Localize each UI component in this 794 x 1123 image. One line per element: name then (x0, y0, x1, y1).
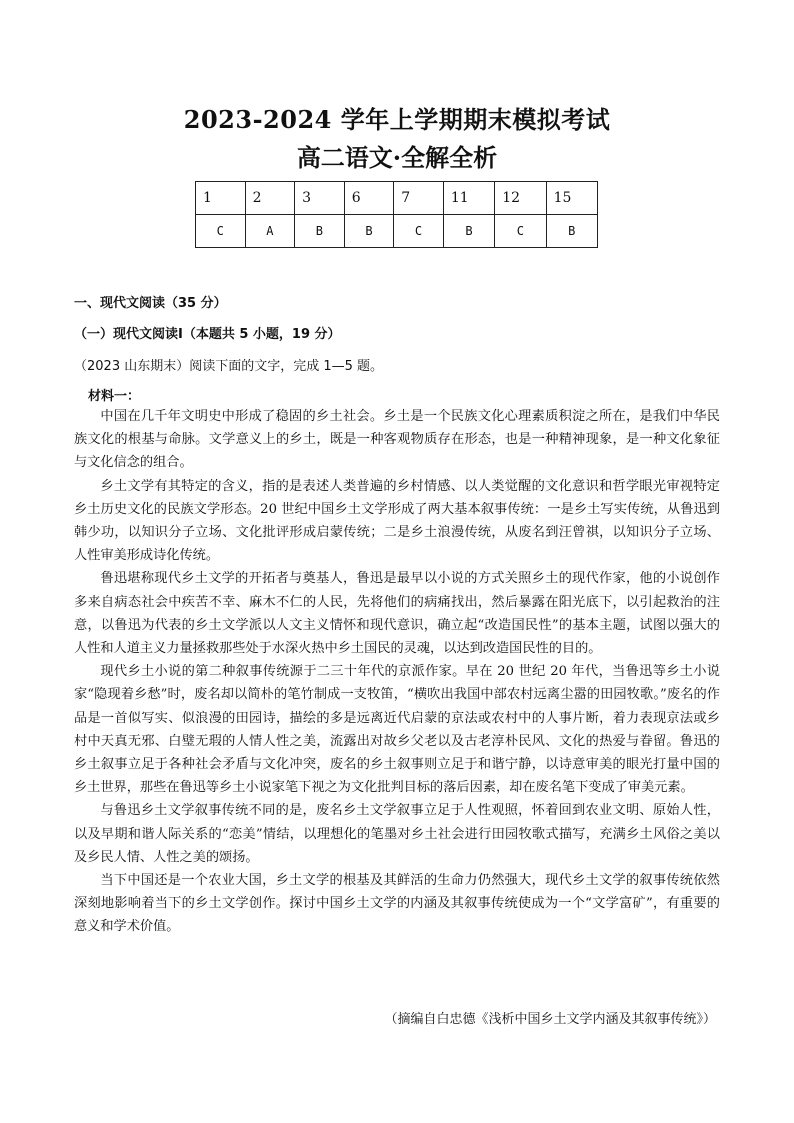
answer-cell: B (344, 215, 394, 248)
passage-paragraph: 现代乡土小说的第二种叙事传统源于二三十年代的京派作家。早在 20 世纪 20 年代，当鲁迅等乡土小说家“隐现着乡愁”时，废名却以简朴的笔竹制成一支牧笛，“横吹出我国中部农村远离尘嚣的田园牧歌。”废名的作品是一首似写实、似浪漫的田园诗，描绘的多是远离近代启蒙的京法或农村中的人事片断，着力表现京法或乡村中天真无邪、白璧无瑕的人情人性之美，流露出对故乡父老以及古老淳朴民风、文化的热爱与眷留。鲁迅的乡土叙事立足于各种社会矛盾与文化冲突，废名的乡土叙事则立足于和谐宁静，以诗意审美的眼光打量中国的乡土世界，那些在鲁迅等乡土小说家笔下视之为文化批判目标的落后因素，却在废名笔下变成了审美元素。 (74, 664, 720, 796)
answer-cell: B (295, 215, 345, 248)
exam-subtitle: 高二语文·全解全析 (296, 143, 498, 172)
answer-cell: A (245, 215, 295, 248)
answer-row (196, 215, 598, 248)
question-number-row (196, 182, 598, 215)
passage-source: （摘编自白忠德《浅析中国乡土文学内涵及其叙事传统》） (384, 1012, 716, 1027)
passage-paragraph: 乡土文学有其特定的含义，指的是表述人类普遍的乡村情感、以人类觉醒的文化意识和哲学眼光审视特定乡土历史文化的民族文学形态。20 世纪中国乡土文学形成了两大基本叙事传统：一是乡土写实传统，从鲁迅到韩少功，以知识分子立场、文化批评形成启蒙传统；二是乡土浪漫传统，从废名到汪曾祺，以知识分子立场、人性审美形成诗化传统。 (74, 478, 720, 564)
material-label: 材料一： (88, 389, 141, 404)
passage-paragraph: 当下中国还是一个农业大国，乡土文学的根基及其鲜活的生命力仍然强大，现代乡土文学的叙事传统依然深刻地影响着当下的乡土文学创作。探讨中国乡土文学的内涵及其叙事传统使成为一个“文学富矿”，有重要的意义和学术价值。 (74, 873, 720, 935)
section-heading: 一、现代文阅读（35 分） (74, 296, 227, 311)
answer-table (195, 181, 598, 248)
passage-paragraph: 中国在几千年文明史中形成了稳固的乡土社会。乡土是一个民族文化心理素质积淀之所在，是我们中华民族文化的根基与命脉。文学意义上的乡土，既是一种客观物质存在形态，也是一种精神现象，是一种文化象征与文化信念的组合。 (74, 409, 720, 471)
answer-cell: C (394, 215, 444, 248)
question-number: 12 (495, 182, 546, 215)
answer-cell: C (196, 215, 246, 248)
reading-instruction: （2023 山东期末）阅读下面的文字，完成 1—5 题。 (74, 359, 384, 374)
question-number: 6 (344, 182, 394, 215)
passage-paragraph: 与鲁迅乡土文学叙事传统不同的是，废名乡土文学叙事立足于人性观照，怀着回到农业文明、原始人性，以及早期和谐人际关系的“恋美”情结，以理想化的笔墨对乡土社会进行田园牧歌式描写，充满乡土风俗之美以及乡民人情、人性之美的颂扬。 (74, 803, 720, 865)
passage-body (74, 405, 720, 939)
answer-cell: C (495, 215, 546, 248)
section-subheading: （一）现代文阅读Ⅰ（本题共 5 小题，19 分） (74, 327, 341, 342)
question-number: 7 (394, 182, 444, 215)
question-number: 2 (245, 182, 295, 215)
exam-title: 2023-2024 学年上学期期末模拟考试 (183, 105, 611, 134)
question-number: 3 (295, 182, 345, 215)
answer-cell: B (443, 215, 494, 248)
answer-cell: B (546, 215, 597, 248)
question-number: 15 (546, 182, 597, 215)
question-number: 11 (443, 182, 494, 215)
passage-paragraph: 鲁迅堪称现代乡土文学的开拓者与奠基人，鲁迅是最早以小说的方式关照乡土的现代作家，他的小说创作多来自病态社会中疾苦不幸、麻木不仁的人民，先将他们的病痛找出，然后暴露在阳光底下，以引起救治的注意，以鲁迅为代表的乡土文学派以人文主义情怀和现代意识，确立起“改造国民性”的基本主题，试图以强大的人性和人道主义力量拯救那些处于水深火热中乡土国民的灵魂，以达到改造国民性的目的。 (74, 571, 720, 657)
question-number: 1 (196, 182, 246, 215)
